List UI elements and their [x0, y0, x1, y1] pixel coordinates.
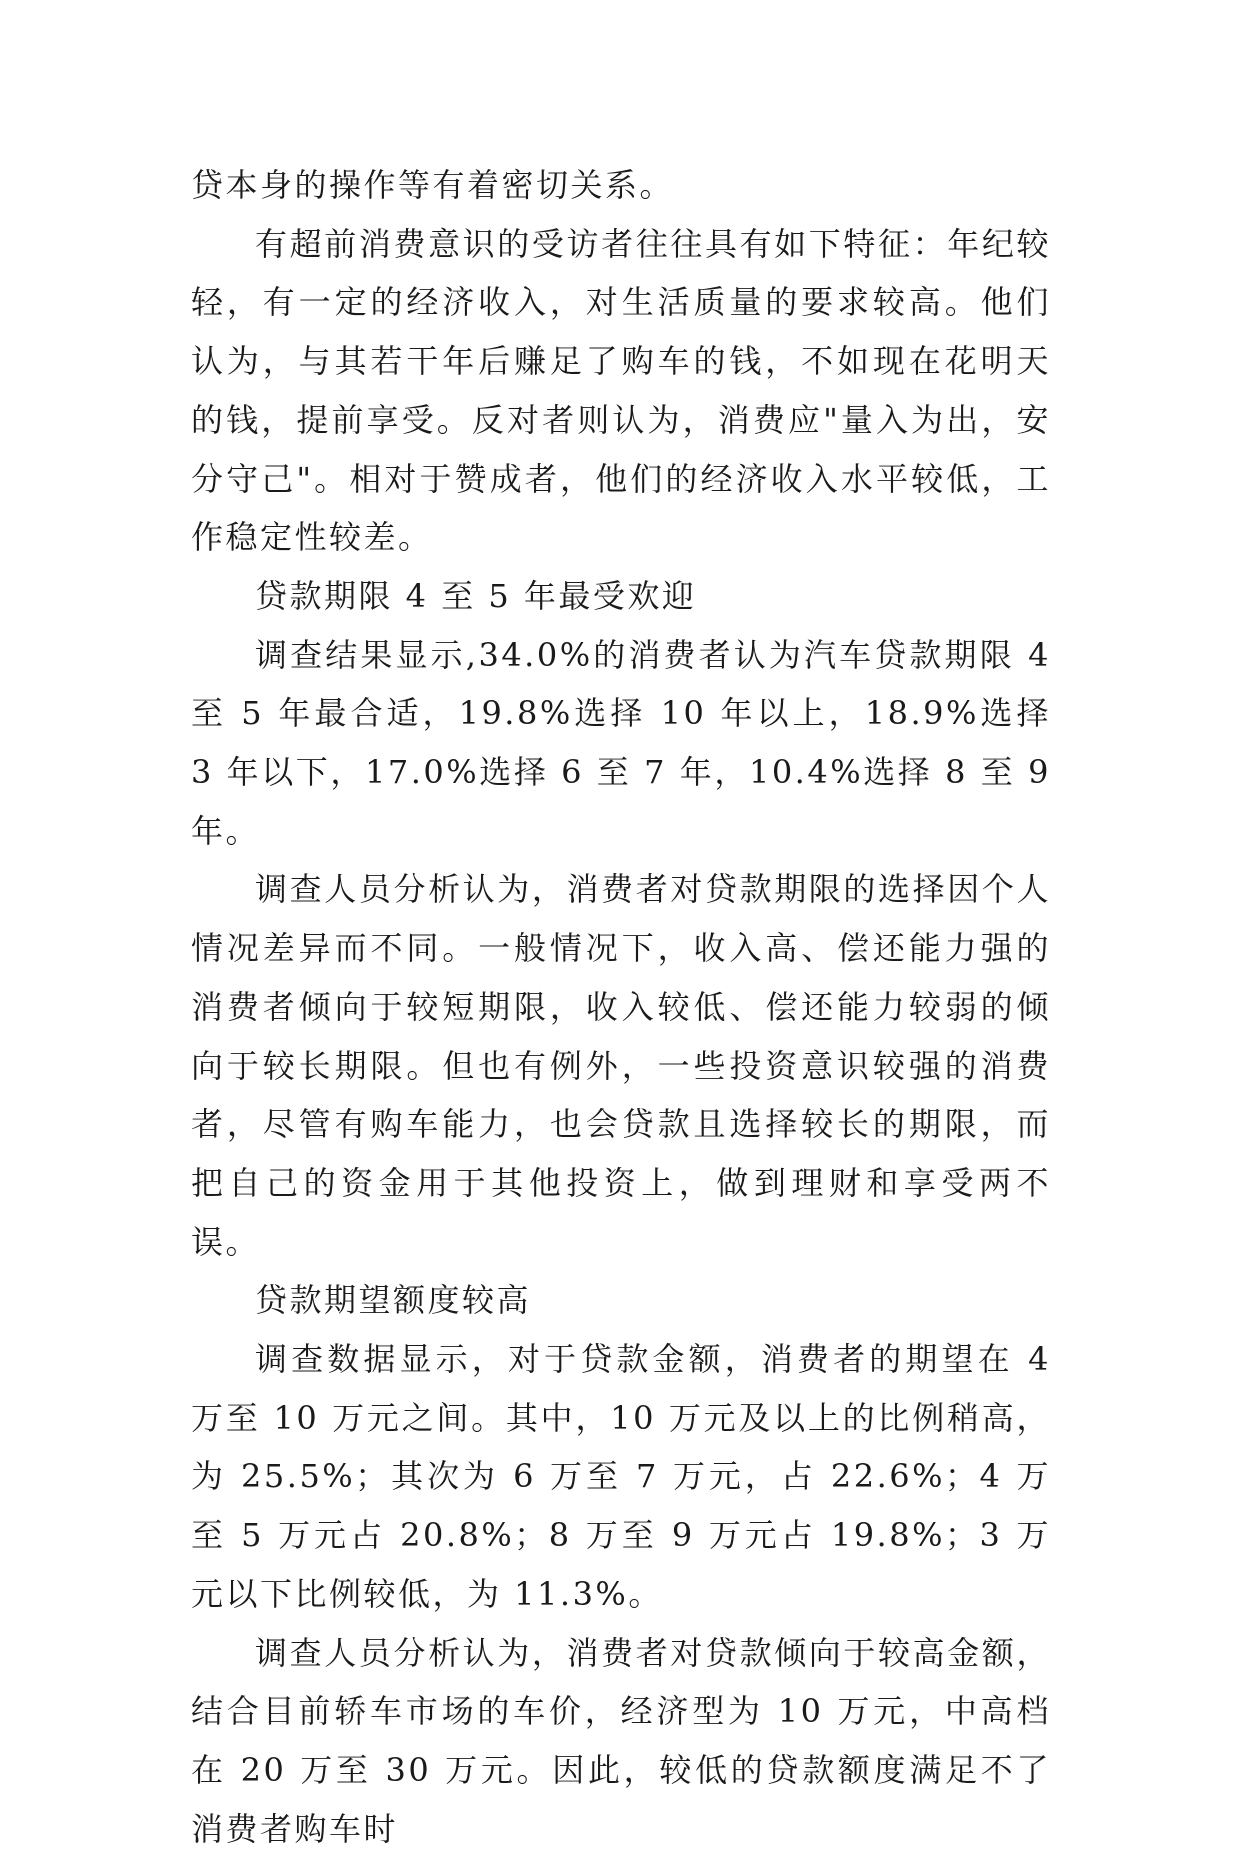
section-heading-loan-term: 贷款期限 4 至 5 年最受欢迎: [255, 576, 697, 615]
paragraph-continuation: 贷本身的操作等有着密切关系。: [191, 166, 675, 204]
paragraph-loan-term-analysis: 调查人员分析认为，消费者对贷款期限的选择因个人情况差异而不同。一般情况下，收入高、偿还能力强的消费者倾向于较短期限，收入较低、偿还能力较弱的倾向于较长期限。但也有例外，一些投资意识较强的消费者，尽管有购车能力，也会贷款且选择较长的期限，而把自己的资金用于其他投资上，做到理财和享受两不误。: [191, 870, 1051, 1261]
paragraph-loan-amount-analysis: 调查人员分析认为，消费者对贷款倾向于较高金额，结合目前轿车市场的车价，经济型为 10 万元，中高档在 20 万至 30 万元。因此，较低的贷款额度满足不了消费者购车时: [191, 1633, 1051, 1848]
paragraph-consumer-traits: 有超前消费意识的受访者往往具有如下特征：年纪较轻，有一定的经济收入，对生活质量的要求较高。他们认为，与其若干年后赚足了购车的钱，不如现在花明天的钱，提前享受。反对者则认为，消费应"量入为出，安分守己"。相对于赞成者，他们的经济收入水平较低，工作稳定性较差。: [191, 224, 1051, 557]
section-heading-loan-amount: 贷款期望额度较高: [255, 1281, 532, 1320]
paragraph-loan-term-results: 调查结果显示,34.0%的消费者认为汽车贷款期限 4 至 5 年最合适，19.8%选择 10 年以上，18.9%选择 3 年以下，17.0%选择 6 至 7 年，10.4%选择 8 至 9 年。: [191, 635, 1051, 850]
paragraph-loan-amount-results: 调查数据显示，对于贷款金额，消费者的期望在 4 万至 10 万元之间。其中，10 万元及以上的比例稍高，为 25.5%；其次为 6 万至 7 万元，占 22.6%；4 万至 5 万元占 20.8%；8 万至 9 万元占 19.8%；3 万元以下比例较低，为 11.3%。: [191, 1340, 1051, 1613]
document-page: [191, 156, 1051, 1858]
